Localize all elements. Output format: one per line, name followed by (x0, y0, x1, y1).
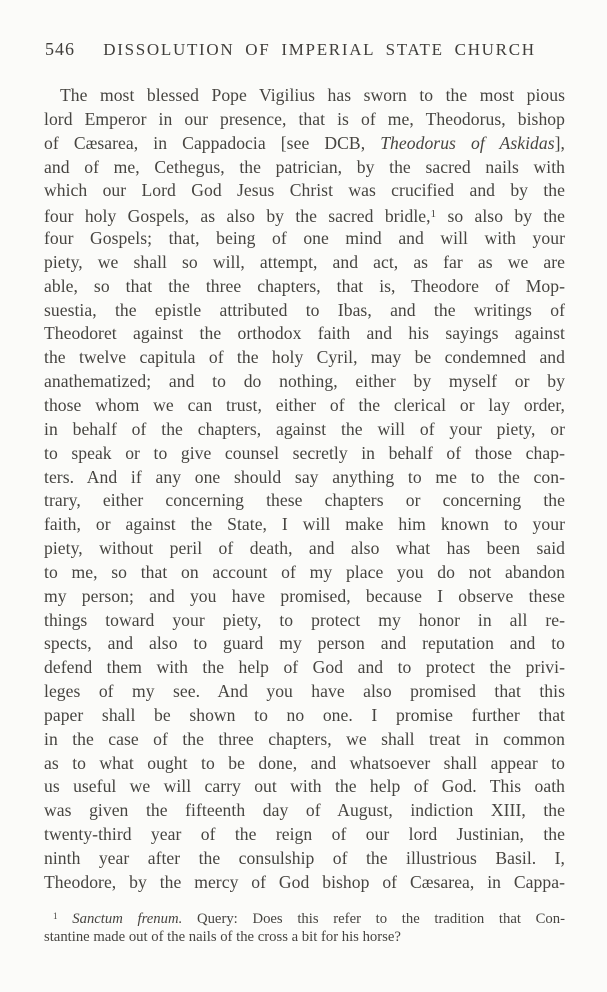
text-segment: which our Lord God Jesus Christ was crucified and by the (44, 180, 565, 201)
text-segment: ters. And if any one should say anything to me to the con- (44, 466, 565, 487)
page-number: 546 (45, 39, 75, 59)
text-segment: and of me, Cethegus, the patrician, by the sacred nails with (44, 156, 565, 177)
text-line (44, 179, 565, 203)
text-line (44, 251, 565, 275)
text-segment: anathematized; and to do nothing, either by myself or by (44, 371, 565, 392)
footnote-marker: 1 (430, 208, 437, 221)
text-segment: faith, or against the State, I will make him known to your (44, 514, 565, 535)
text-line (44, 728, 565, 752)
text-segment: Theodoret against the orthodox faith and his sayings against (44, 323, 565, 344)
text-segment: so also by the (436, 206, 565, 227)
text-segment: lord Emperor in our presence, that is of me, Theodorus, bishop (44, 108, 565, 129)
text-line (44, 132, 565, 156)
text-line (44, 418, 565, 442)
text-line (44, 823, 565, 847)
text-segment: was given the fifteenth day of August, indiction XIII, the (44, 800, 565, 821)
text-line (44, 927, 565, 948)
text-segment: defend them with the help of God and to protect the privi- (44, 657, 565, 678)
text-line (44, 775, 565, 799)
italic-text-segment: Sanctum frenum. (57, 911, 183, 927)
text-segment: four holy Gospels, as also by the sacred bridle, (44, 206, 431, 227)
text-line (44, 632, 565, 656)
text-line (44, 275, 565, 299)
text-segment: as to what ought to be done, and whatsoever shall appear to (44, 752, 565, 773)
text-segment: piety, we shall so will, attempt, and act, as far as we are (44, 251, 565, 272)
text-line (44, 203, 565, 227)
text-line (44, 442, 565, 466)
footnote-marker: 1 (53, 911, 58, 921)
text-segment: ninth year after the consulship of the illustrious Basil. I, (44, 848, 565, 868)
text-line (44, 394, 565, 418)
text-line (44, 799, 565, 823)
text-line (44, 609, 565, 633)
text-line (44, 704, 565, 728)
text-segment: to me, so that on account of my place you do not abandon (44, 561, 565, 582)
text-line (44, 906, 565, 927)
text-line (44, 299, 565, 323)
running-title: DISSOLUTION OF IMPERIAL STATE CHURCH (103, 40, 536, 59)
text-line (44, 752, 565, 776)
text-segment: twenty-third year of the reign of our lord Justinian, the (44, 824, 565, 845)
italic-text-segment: Theodorus of Askidas (380, 132, 555, 153)
text-segment: those whom we can trust, either of the clerical or lay order, (44, 394, 565, 415)
text-line (44, 585, 565, 609)
text-line (44, 346, 565, 370)
text-segment: in behalf of the chapters, against the will of your piety, or (44, 418, 565, 439)
text-segment: spects, and also to guard my person and reputation and to (44, 633, 565, 654)
text-line (44, 680, 565, 704)
text-line (44, 656, 565, 680)
text-segment: able, so that the three chapters, that is, Theodore of Mop- (44, 275, 565, 296)
text-line (44, 847, 565, 871)
text-segment: four Gospels; that, being of one mind and will with your (44, 228, 565, 249)
text-segment: paper shall be shown to no one. I promise further that (44, 704, 565, 725)
text-line (44, 370, 565, 394)
text-segment: piety, without peril of death, and also what has been said (44, 538, 565, 559)
text-segment: leges of my see. And you have also promised that this (44, 681, 565, 702)
page-header (45, 39, 564, 60)
text-segment: suestia, the epistle attributed to Ibas, and the writings of (44, 299, 565, 320)
text-segment: things toward your piety, to protect my honor in all re- (44, 609, 565, 630)
text-segment: in the case of the three chapters, we shall treat in common (44, 728, 565, 749)
text-line (44, 513, 565, 537)
text-line (44, 227, 565, 251)
text-line (44, 84, 565, 108)
text-segment: us useful we will carry out with the help of God. This oath (44, 776, 565, 797)
text-line (44, 489, 565, 513)
text-segment: to speak or to give counsel secretly in behalf of those chap- (44, 442, 565, 463)
text-segment: the twelve capitula of the holy Cyril, may be condemned and (44, 347, 565, 368)
text-segment: Query: Does this refer to the tradition that Con- (182, 911, 565, 927)
footnote (44, 906, 565, 947)
text-segment: trary, either concerning these chapters or concerning the (44, 490, 565, 511)
text-segment: ], (554, 132, 565, 153)
text-segment: my person; and you have promised, because I observe these (44, 585, 565, 606)
text-line (44, 537, 565, 561)
text-line (44, 156, 565, 180)
text-line (44, 871, 565, 895)
text-line (44, 561, 565, 585)
text-line (44, 322, 565, 346)
text-segment: Theodore, by the mercy of God bishop of Cæsarea, in Cappa- (44, 871, 565, 892)
text-segment: of Cæsarea, in Cappadocia [see DCB, (44, 132, 381, 153)
body-text (44, 84, 565, 895)
text-line (44, 466, 565, 490)
text-segment: The most blessed Pope Vigilius has sworn to the most pious (60, 85, 565, 105)
text-segment: stantine made out of the nails of the cross a bit for his horse? (44, 928, 401, 945)
text-line (44, 108, 565, 132)
